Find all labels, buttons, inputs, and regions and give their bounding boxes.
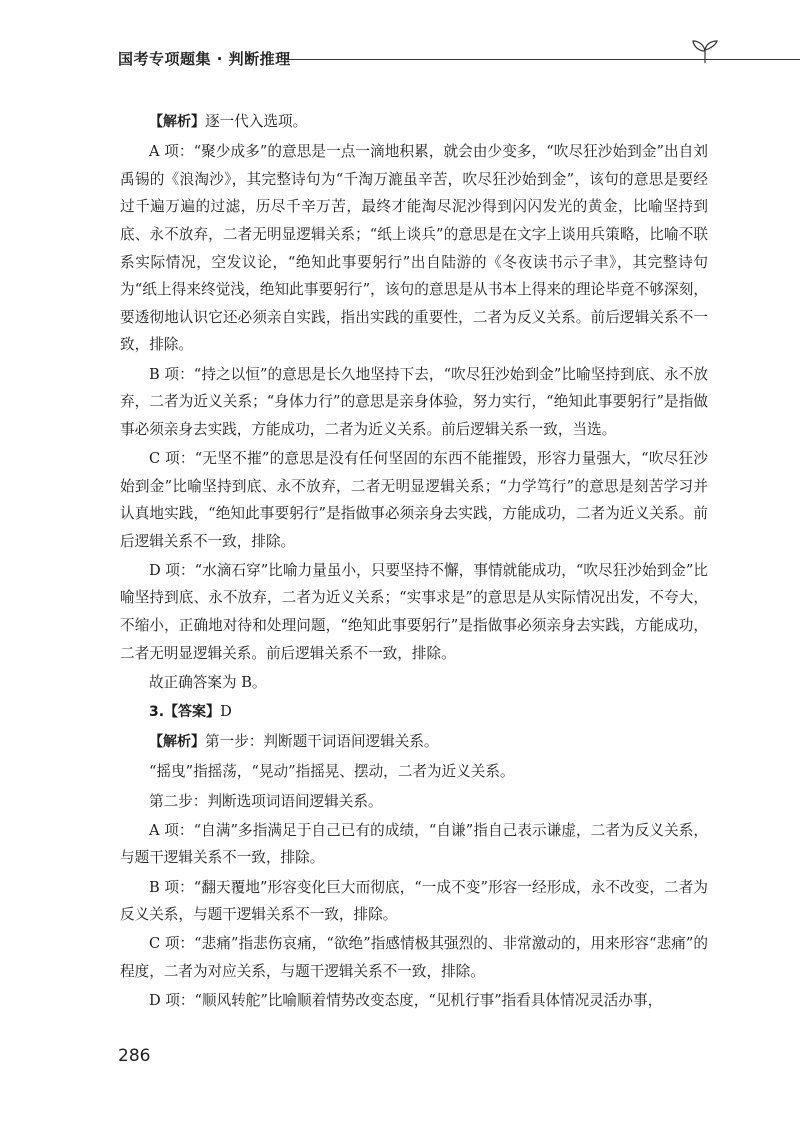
option-c-paragraph: C 项：“悲痛”指悲伤哀痛，“欲绝”指感情极其强烈的、非常激动的，用来形容“悲痛”的程度，二者为对应关系，与题干逻辑关系不一致，排除。: [120, 935, 708, 980]
sprout-icon: [690, 38, 720, 64]
page-number: 286: [118, 1046, 151, 1066]
conclusion-paragraph: 故正确答案为 B。: [149, 673, 267, 691]
analysis-tag: 【解析】: [149, 114, 205, 130]
option-a-paragraph: A 项：“自满”多指满足于自己已有的成绩，“自谦”指自己表示谦虚，二者为反义关系，与题干逻辑关系不一致，排除。: [120, 821, 708, 867]
analysis-tag: 【解析】: [149, 734, 205, 751]
option-b-paragraph: B 项：“持之以恒”的意思是长久地坚持下去，“吹尽狂沙始到金”比喻坚持到底、永不放弃，二者为近义关系；“身体力行”的意思是亲身体验，努力实行，“绝知此事要躬行”是指做事必须亲身去实践，方能成功，二者为近义关系。前后逻辑关系一致，当选。: [120, 365, 708, 438]
option-d-paragraph: D 项：“顺风转舵”比喻顺着情势改变态度，“见机行事”指看具体情况灵活办事，: [149, 992, 663, 1010]
analysis-step1-paragraph: 【解析】第一步：判断题干词语间逻辑关系。: [149, 733, 439, 751]
answer-tag: 3.【答案】: [149, 704, 221, 721]
option-a-paragraph: A 项：“聚少成多”的意思是一点一滴地积累，就会由少变多，“吹尽狂沙始到金”出自刘禹锡的《浪淘沙》，其完整诗句为“千淘万漉虽辛苦，吹尽狂沙始到金”，该句的意思是要经过千遍万遍的过滤，历尽千辛万苦，最终才能淘尽泥沙得到闪闪发光的黄金，比喻坚持到底、永不放弃，二者无明显逻辑关系；“纸上谈兵”的意思是在文字上谈用兵策略，比喻不联系实际情况，空发议论，“绝知此事要躬行”出自陆游的《冬夜读书示子聿》，其完整诗句为“纸上得来终觉浅，绝知此事要躬行”，该句的意思是从书本上得来的理论毕竟不够深刻，要透彻地认识它还必须亲自实践，指出实践的重要性，二者为反义关系。前后逻辑关系不一致，排除。: [120, 143, 708, 354]
option-c-paragraph: C 项：“无坚不摧”的意思是没有任何坚固的东西不能摧毁，形容力量强大，“吹尽狂沙始到金”比喻坚持到底、永不放弃，二者无明显逻辑关系；“力学笃行”的意思是刻苦学习并认真地实践，“绝知此事要躬行”是指做事必须亲身去实践，方能成功，二者为近义关系。前后逻辑关系不一致，排除。: [120, 449, 708, 550]
analysis-paragraph: 【解析】逐一代入选项。: [149, 113, 308, 130]
stem-relation-paragraph: “摇曳”指摇荡，“晃动”指摇晃、摆动，二者为近义关系。: [149, 763, 515, 781]
option-d-paragraph: D 项：“水滴石穿”比喻力量虽小，只要坚持不懈，事情就能成功，“吹尽狂沙始到金”比喻坚持到底、永不放弃，二者为近义关系；“实事求是”的意思是从实际情况出发，不夸大，不缩小，正确地对待和处理问题，“绝知此事要躬行”是指做事必须亲身去实践，方能成功，二者无明显逻辑关系。前后逻辑关系不一致，排除。: [120, 561, 708, 662]
answer-explanation-body: [120, 108, 708, 1016]
option-b-paragraph: B 项：“翻天覆地”形容变化巨大而彻底，“一成不变”形容一经形成，永不改变，二者为反义关系，与题干逻辑关系不一致，排除。: [120, 878, 708, 924]
header-title: 国考专项题集 · 判断推理: [118, 50, 291, 68]
step2-paragraph: 第二步：判断选项词语间逻辑关系。: [149, 792, 383, 810]
page-header: [118, 44, 718, 74]
answer-paragraph: 3.【答案】D: [149, 703, 232, 721]
header-divider: [286, 59, 800, 60]
